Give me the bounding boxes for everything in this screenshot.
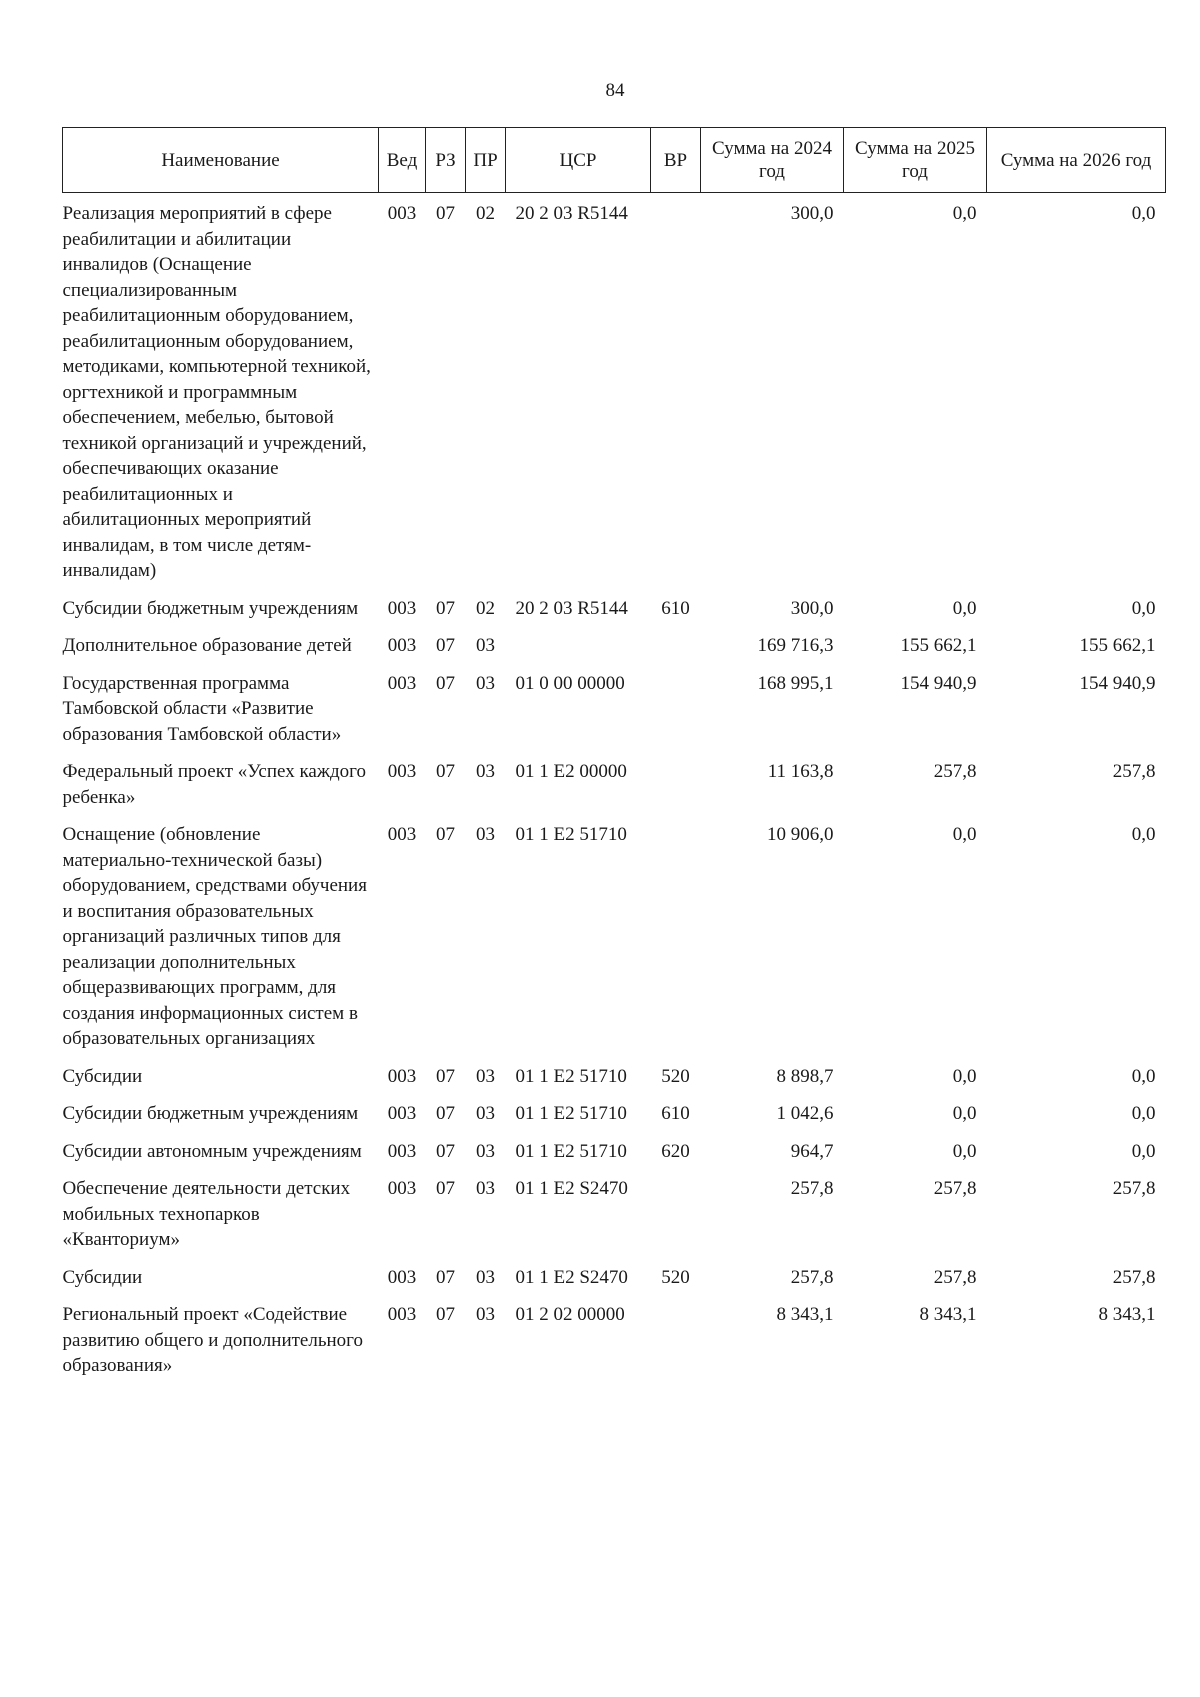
table-body: [63, 193, 1166, 1383]
header-name: Наименование: [63, 128, 379, 193]
header-pr: ПР: [466, 128, 506, 193]
cell-sum-2026: 0,0: [1131, 1065, 1156, 1087]
cell-rz: 07: [436, 1065, 455, 1087]
header-ved: Вед: [379, 128, 426, 193]
cell-csr: 01 0 00 00000: [515, 672, 625, 694]
cell-name: Реализация мероприятий в сфере реабилитации и абилитации инвалидов (Оснащение специализированным реабилитационным оборудованием, реабилитационным оборудованием, методиками, компьютерной техникой, оргтехникой и программным обеспечением, мебелью, бытовой техникой организаций и учреждений, обеспечивающих оказание реабилитационных и абилитационных мероприятий инвалидам, в том числе детям-инвалидам): [62, 203, 371, 581]
cell-name: Субсидии: [62, 1065, 143, 1087]
cell-rz: 07: [436, 672, 455, 694]
table-row: [63, 814, 1166, 1056]
table-row: [63, 193, 1166, 588]
cell-sum-2024: 169 716,3: [757, 635, 834, 656]
cell-ved: 003: [387, 1140, 417, 1162]
table-row: [63, 588, 1166, 626]
cell-ved: 003: [387, 597, 417, 619]
cell-csr: 01 1 E2 S2470: [515, 1266, 628, 1288]
cell-sum-2024: 257,8: [790, 1178, 834, 1199]
cell-csr: 01 1 E2 51710: [515, 1103, 627, 1124]
cell-name: Субсидии автономным учреждениям: [62, 1140, 362, 1162]
cell-csr: 01 1 E2 S2470: [515, 1178, 628, 1199]
cell-csr: 01 1 E2 00000: [515, 761, 627, 782]
cell-pr: 03: [476, 1178, 495, 1199]
table-row: [63, 1294, 1166, 1383]
cell-sum-2026: 0,0: [1131, 1140, 1156, 1162]
cell-sum-2025: 0,0: [952, 203, 977, 224]
header-row: [63, 128, 1166, 193]
cell-rz: 07: [436, 203, 455, 224]
header-sum-2025: Сумма на 2025 год: [844, 128, 987, 193]
cell-rz: 07: [436, 1266, 455, 1288]
cell-rz: 07: [436, 1103, 455, 1124]
cell-ved: 003: [387, 824, 417, 845]
cell-vr: [651, 193, 701, 588]
header-csr: ЦСР: [506, 128, 651, 193]
cell-ved: 003: [387, 1065, 417, 1087]
cell-sum-2024: 168 995,1: [757, 672, 834, 694]
cell-rz: 07: [436, 761, 455, 782]
cell-ved: 003: [387, 203, 417, 224]
cell-rz: 07: [436, 635, 455, 656]
cell-csr: 20 2 03 R5144: [515, 203, 628, 224]
cell-sum-2024: 1 042,6: [776, 1103, 834, 1124]
cell-ved: 003: [387, 1103, 417, 1124]
cell-sum-2026: 8 343,1: [1098, 1304, 1156, 1325]
cell-pr: 02: [476, 203, 495, 224]
cell-sum-2024: 11 163,8: [767, 761, 834, 782]
cell-name: Субсидии бюджетным учреждениям: [62, 1103, 359, 1124]
cell-pr: 03: [476, 1266, 495, 1288]
cell-vr: 610: [661, 597, 690, 619]
cell-name: Субсидии бюджетным учреждениям: [62, 597, 359, 619]
cell-vr: 520: [661, 1065, 690, 1087]
cell-sum-2024: 964,7: [790, 1140, 834, 1162]
cell-pr: 02: [476, 597, 495, 619]
cell-sum-2024: 8 898,7: [776, 1065, 834, 1087]
cell-sum-2024: 300,0: [790, 597, 834, 619]
cell-pr: 03: [476, 635, 495, 656]
cell-sum-2026: 257,8: [1112, 1266, 1156, 1288]
cell-sum-2025: 154 940,9: [900, 672, 977, 694]
cell-sum-2024: 10 906,0: [767, 824, 834, 845]
cell-sum-2024: 257,8: [790, 1266, 834, 1288]
cell-sum-2025: 0,0: [952, 597, 977, 619]
cell-sum-2025: 8 343,1: [919, 1304, 977, 1325]
cell-ved: 003: [387, 635, 417, 656]
cell-sum-2025: 0,0: [952, 824, 977, 845]
cell-vr: 520: [661, 1266, 690, 1288]
cell-pr: 03: [476, 1140, 495, 1162]
table-row: [63, 625, 1166, 663]
cell-ved: 003: [387, 1266, 417, 1288]
budget-table: [62, 127, 1166, 1383]
table-row: [63, 1093, 1166, 1131]
cell-sum-2025: 0,0: [952, 1140, 977, 1162]
cell-rz: 07: [436, 597, 455, 619]
cell-rz: 07: [436, 1304, 455, 1325]
cell-sum-2025: 257,8: [933, 1266, 977, 1288]
table-header: [63, 128, 1166, 193]
cell-csr: [506, 625, 651, 663]
table-row: [63, 663, 1166, 752]
cell-vr: [651, 814, 701, 1056]
table-row: [63, 1257, 1166, 1295]
cell-vr: 610: [661, 1103, 690, 1124]
cell-name: Федеральный проект «Успех каждого ребенка»: [62, 761, 366, 808]
cell-sum-2025: 155 662,1: [900, 635, 977, 656]
cell-sum-2025: 0,0: [952, 1103, 977, 1124]
cell-sum-2024: 300,0: [790, 203, 834, 224]
cell-vr: 620: [661, 1140, 690, 1162]
cell-csr: 20 2 03 R5144: [515, 597, 628, 619]
cell-name: Региональный проект «Содействие развитию общего и дополнительного образования»: [62, 1304, 363, 1376]
cell-sum-2026: 0,0: [1131, 203, 1156, 224]
cell-csr: 01 1 E2 51710: [515, 1065, 627, 1087]
cell-name: Субсидии: [62, 1266, 143, 1288]
cell-sum-2026: 0,0: [1131, 597, 1156, 619]
cell-csr: 01 1 E2 51710: [515, 824, 627, 845]
table-row: [63, 1056, 1166, 1094]
cell-sum-2024: 8 343,1: [776, 1304, 834, 1325]
cell-ved: 003: [387, 672, 417, 694]
cell-ved: 003: [387, 1304, 417, 1325]
cell-pr: 03: [476, 1065, 495, 1087]
cell-name: Обеспечение деятельности детских мобильных технопарков «Кванториум»: [62, 1178, 351, 1250]
cell-vr: [651, 1294, 701, 1383]
page-number: 84: [605, 80, 625, 101]
cell-sum-2026: 257,8: [1112, 761, 1156, 782]
header-sum-2026: Сумма на 2026 год: [987, 128, 1166, 193]
header-vr: ВР: [651, 128, 701, 193]
cell-pr: 03: [476, 761, 495, 782]
table-row: [63, 1168, 1166, 1257]
cell-pr: 03: [476, 824, 495, 845]
cell-sum-2026: 257,8: [1112, 1178, 1156, 1199]
cell-pr: 03: [476, 672, 495, 694]
cell-rz: 07: [436, 1140, 455, 1162]
cell-vr: [651, 1168, 701, 1257]
cell-sum-2026: 0,0: [1131, 824, 1156, 845]
cell-pr: 03: [476, 1103, 495, 1124]
cell-rz: 07: [436, 824, 455, 845]
cell-ved: 003: [387, 1178, 417, 1199]
table-row: [63, 751, 1166, 814]
header-rz: РЗ: [426, 128, 466, 193]
table-row: [63, 1131, 1166, 1169]
cell-name: Дополнительное образование детей: [62, 635, 352, 656]
cell-csr: 01 2 02 00000: [515, 1304, 625, 1325]
cell-name: Государственная программа Тамбовской области «Развитие образования Тамбовской области»: [62, 672, 342, 745]
cell-sum-2025: 257,8: [933, 761, 977, 782]
cell-vr: [651, 663, 701, 752]
cell-sum-2026: 155 662,1: [1079, 635, 1156, 656]
cell-vr: [651, 751, 701, 814]
cell-vr: [651, 625, 701, 663]
cell-name: Оснащение (обновление материально-технической базы) оборудованием, средствами обучения и воспитания образовательных организаций различных типов для реализации дополнительных общеразвивающих программ, для создания информационных систем в образовательных организациях: [62, 824, 367, 1049]
header-sum-2024: Сумма на 2024 год: [701, 128, 844, 193]
cell-sum-2025: 0,0: [952, 1065, 977, 1087]
cell-sum-2025: 257,8: [933, 1178, 977, 1199]
cell-rz: 07: [436, 1178, 455, 1199]
cell-csr: 01 1 E2 51710: [515, 1140, 627, 1162]
cell-ved: 003: [387, 761, 417, 782]
cell-sum-2026: 154 940,9: [1079, 672, 1156, 694]
cell-sum-2026: 0,0: [1131, 1103, 1156, 1124]
cell-pr: 03: [476, 1304, 495, 1325]
